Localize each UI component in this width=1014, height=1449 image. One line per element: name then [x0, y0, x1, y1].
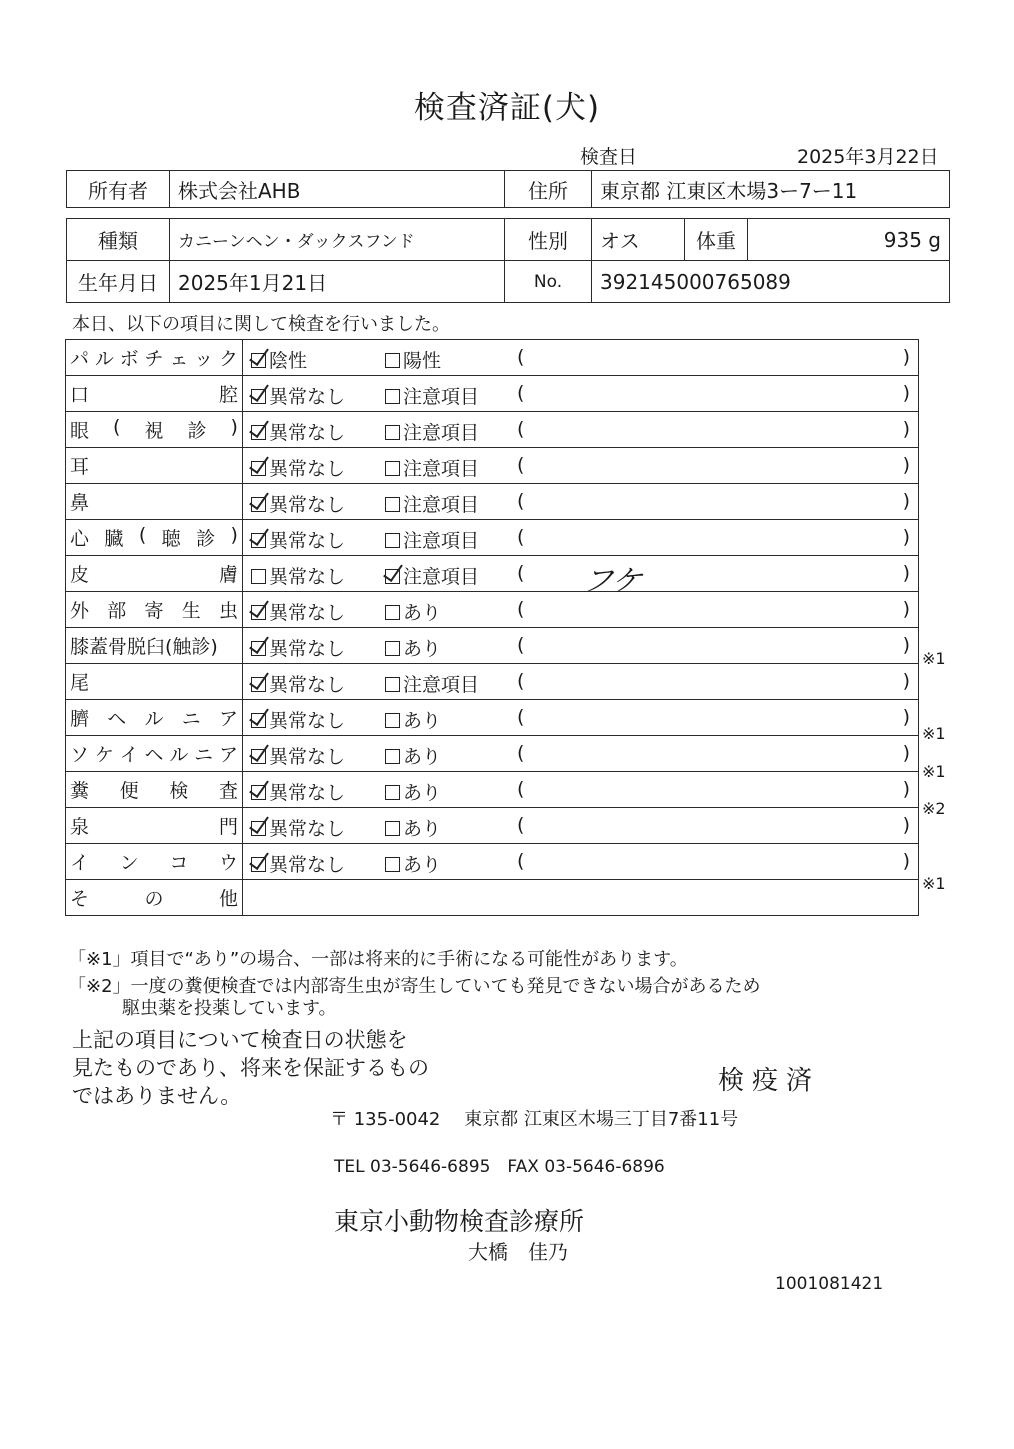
paren-open: ( [517, 382, 525, 404]
paren-open: ( [517, 706, 525, 728]
option-abnormal[interactable] [385, 598, 441, 625]
check-item-label [66, 520, 243, 556]
option-normal[interactable] [251, 454, 345, 481]
paren-close: ) [902, 418, 910, 440]
option-label: 異常なし [269, 710, 346, 732]
disclaimer [72, 1026, 429, 1110]
checked-box-icon[interactable] [385, 569, 400, 584]
option-normal[interactable] [251, 778, 345, 805]
breed-label: 種類 [67, 219, 170, 261]
option-label: 注意項目 [403, 494, 480, 516]
checkbox-icon[interactable] [385, 749, 400, 764]
checked-box-icon[interactable] [251, 425, 266, 440]
checkbox-icon[interactable] [385, 461, 400, 476]
owner-label: 所有者 [67, 171, 170, 208]
option-abnormal[interactable] [385, 526, 479, 553]
owner-value: 株式会社AHB [170, 171, 505, 208]
paren-close: ) [902, 454, 910, 476]
check-item-label-text: 外 部 寄 生 虫 [70, 600, 238, 622]
checked-box-icon[interactable] [251, 857, 266, 872]
check-row [66, 736, 919, 772]
option-label: 異常なし [269, 386, 346, 408]
disclaimer-line-1: 上記の項目について検査日の状態を [72, 1028, 408, 1052]
option-label: 異常なし [269, 530, 346, 552]
check-row [66, 556, 919, 592]
checkbox-icon[interactable] [385, 821, 400, 836]
option-normal[interactable] [251, 634, 345, 661]
checkbox-icon[interactable] [385, 389, 400, 404]
paren-close: ) [902, 634, 910, 656]
option-label: あり [403, 602, 442, 624]
checks-table [65, 339, 919, 916]
check-options [243, 736, 919, 772]
check-options [243, 412, 919, 448]
option-label: あり [403, 818, 442, 840]
check-item-label-text: パ ル ボ チ ェ ッ ク [70, 348, 238, 370]
check-item-label-text: 皮 膚 [70, 564, 238, 586]
option-abnormal[interactable] [385, 778, 441, 805]
disclaimer-line-3: ではありません。 [72, 1084, 242, 1108]
paren-open: ( [517, 526, 525, 548]
option-abnormal[interactable] [385, 346, 441, 373]
check-item-label-text: 心 臓 ( 聴 診 ) [70, 524, 238, 550]
checkbox-icon[interactable] [385, 497, 400, 512]
option-normal[interactable] [251, 850, 345, 877]
check-row [66, 844, 919, 880]
check-options [243, 808, 919, 844]
check-row [66, 664, 919, 700]
check-item-label [66, 448, 243, 484]
check-options [243, 664, 919, 700]
check-item-label [66, 808, 243, 844]
check-item-label [66, 736, 243, 772]
checked-box-icon[interactable] [251, 497, 266, 512]
checkbox-icon[interactable] [385, 353, 400, 368]
paren-open: ( [517, 778, 525, 800]
footnote-ref-mark: ※1 [922, 874, 946, 894]
option-label: 陽性 [403, 350, 442, 372]
paren-close: ) [902, 526, 910, 548]
checked-box-icon[interactable] [251, 533, 266, 548]
option-label: 注意項目 [403, 530, 480, 552]
footnote-ref-mark: ※1 [922, 724, 946, 743]
intro-text: 本日、以下の項目に関して検査を行いました。 [72, 314, 450, 335]
option-normal[interactable] [251, 562, 345, 589]
option-label: 注意項目 [403, 422, 480, 444]
option-label: 異常なし [269, 674, 346, 696]
checked-box-icon[interactable] [251, 389, 266, 404]
check-options [243, 484, 919, 520]
option-label: 異常なし [269, 638, 346, 660]
option-label: 異常なし [269, 458, 346, 480]
checked-box-icon[interactable] [251, 605, 266, 620]
check-item-label-text: 耳 [70, 456, 90, 478]
option-label: 陰性 [269, 350, 308, 372]
footnote-2: 「※2」一度の糞便検査では内部寄生虫が寄生していても発見できない場合があるため [68, 976, 761, 997]
vet-name: 大橋 佳乃 [468, 1240, 568, 1264]
option-label: 異常なし [269, 854, 346, 876]
paren-close: ) [902, 814, 910, 836]
check-item-label [66, 592, 243, 628]
checkbox-icon[interactable] [385, 857, 400, 872]
checked-box-icon[interactable] [251, 713, 266, 728]
check-row [66, 484, 919, 520]
check-row [66, 592, 919, 628]
option-abnormal[interactable] [385, 742, 441, 769]
paren-open: ( [517, 634, 525, 656]
other-field[interactable] [243, 880, 919, 916]
number-label: No. [505, 261, 592, 303]
paren-close: ) [902, 670, 910, 692]
birth-value: 2025年1月21日 [170, 261, 505, 303]
option-abnormal[interactable] [385, 454, 479, 481]
check-row [66, 412, 919, 448]
option-abnormal[interactable] [385, 706, 441, 733]
serial-number: 1001081421 [775, 1274, 884, 1294]
clinic-name: 東京小動物検査診療所 [334, 1207, 585, 1236]
check-row [66, 772, 919, 808]
checked-box-icon[interactable] [251, 749, 266, 764]
check-item-label-text: 尾 [70, 672, 90, 694]
weight-label: 体重 [685, 219, 748, 261]
disclaimer-line-2: 見たものであり、将来を保証するもの [72, 1056, 429, 1080]
address-label: 住所 [505, 171, 592, 208]
checkbox-icon[interactable] [385, 785, 400, 800]
quarantine-stamp: 検疫済 [718, 1066, 821, 1096]
paren-close: ) [902, 490, 910, 512]
paren-open: ( [517, 454, 525, 476]
option-abnormal[interactable] [385, 418, 479, 445]
option-label: 注意項目 [403, 386, 480, 408]
check-options [243, 448, 919, 484]
address-value: 東京都 江東区木場3ー7ー11 [592, 171, 950, 208]
checked-box-icon[interactable] [251, 353, 266, 368]
paren-close: ) [902, 742, 910, 764]
check-row [66, 448, 919, 484]
checkbox-icon[interactable] [385, 641, 400, 656]
check-options [243, 340, 919, 376]
option-label: あり [403, 746, 442, 768]
paren-close: ) [902, 706, 910, 728]
paren-close: ) [902, 850, 910, 872]
option-label: 異常なし [269, 746, 346, 768]
option-normal[interactable] [251, 598, 345, 625]
check-item-label [66, 556, 243, 592]
option-label: あり [403, 854, 442, 876]
check-item-label-text: ソ ケ イ ヘ ル ニ ア [70, 744, 238, 766]
checked-box-icon[interactable] [251, 785, 266, 800]
checkbox-icon[interactable] [385, 605, 400, 620]
option-label: 異常なし [269, 422, 346, 444]
paren-close: ) [902, 598, 910, 620]
option-abnormal[interactable] [385, 490, 479, 517]
checkbox-icon[interactable] [385, 425, 400, 440]
paren-close: ) [902, 778, 910, 800]
option-abnormal[interactable] [385, 670, 479, 697]
checkbox-icon[interactable] [385, 533, 400, 548]
check-options [243, 592, 919, 628]
exam-date-label: 検査日 [580, 146, 638, 168]
checkbox-icon[interactable] [385, 677, 400, 692]
checked-box-icon[interactable] [251, 821, 266, 836]
check-row [66, 700, 919, 736]
option-abnormal[interactable] [385, 814, 441, 841]
number-value: 392145000765089 [592, 261, 950, 303]
check-row [66, 376, 919, 412]
check-row [66, 808, 919, 844]
option-normal[interactable] [251, 382, 345, 409]
check-item-label [66, 412, 243, 448]
option-normal[interactable] [251, 526, 345, 553]
footnote-ref-mark: ※1 [922, 648, 946, 668]
option-label: 注意項目 [403, 566, 480, 588]
option-normal[interactable] [251, 418, 345, 445]
option-abnormal[interactable] [385, 634, 441, 661]
checkbox-icon[interactable] [251, 569, 266, 584]
option-abnormal[interactable] [385, 562, 479, 589]
check-item-label-text: 口 腔 [70, 384, 238, 406]
check-options [243, 628, 919, 664]
paren-open: ( [517, 346, 525, 368]
owner-table [66, 170, 950, 208]
paren-open: ( [517, 598, 525, 620]
checkbox-icon[interactable] [385, 713, 400, 728]
footnote-ref-mark: ※2 [922, 799, 946, 819]
option-label: 異常なし [269, 818, 346, 840]
option-label: 注意項目 [403, 674, 480, 696]
option-normal[interactable] [251, 814, 345, 841]
check-item-label-text: 臍 ヘ ル ニ ア [70, 708, 238, 730]
footnote-2-continued: 駆虫薬を投薬しています。 [122, 998, 337, 1019]
checked-box-icon[interactable] [251, 677, 266, 692]
checked-box-icon[interactable] [251, 461, 266, 476]
option-label: 異常なし [269, 782, 346, 804]
option-normal[interactable] [251, 706, 345, 733]
birth-label: 生年月日 [67, 261, 170, 303]
check-item-label-text: 糞 便 検 査 [70, 780, 238, 802]
paren-open: ( [517, 814, 525, 836]
option-normal[interactable] [251, 346, 307, 373]
check-options [243, 700, 919, 736]
clinic-address: 〒 135-0042 東京都 江東区木場三丁目7番11号 [330, 1109, 739, 1130]
check-item-label-text: 眼 ( 視 診 ) [70, 416, 238, 442]
check-row [66, 340, 919, 376]
footnote-1: 「※1」項目で“あり”の場合、一部は将来的に手術になる可能性があります。 [68, 949, 688, 970]
exam-date: 2025年3月22日 [797, 146, 939, 168]
check-item-label [66, 484, 243, 520]
paren-open: ( [517, 742, 525, 764]
check-item-label [66, 772, 243, 808]
checked-box-icon[interactable] [251, 641, 266, 656]
option-label: 異常なし [269, 494, 346, 516]
check-item-label-text: 膝蓋骨脱臼(触診) [70, 636, 218, 658]
option-label: あり [403, 638, 442, 660]
weight-value: 935 g [748, 219, 950, 261]
check-item-label-text: 泉 門 [70, 816, 238, 838]
option-normal[interactable] [251, 742, 345, 769]
document-title: 検査済証(犬) [413, 90, 601, 126]
check-item-label [66, 700, 243, 736]
check-item-label-text: 鼻 [70, 492, 90, 514]
check-row [66, 628, 919, 664]
paren-open: ( [517, 418, 525, 440]
paren-close: ) [902, 562, 910, 584]
check-options [243, 844, 919, 880]
check-item-label [66, 664, 243, 700]
paren-open: ( [517, 670, 525, 692]
option-label: あり [403, 782, 442, 804]
check-item-label [66, 376, 243, 412]
check-options [243, 376, 919, 412]
clinic-tel-fax: TEL 03-5646-6895 FAX 03-5646-6896 [334, 1157, 665, 1177]
handwritten-note: フケ [580, 564, 645, 599]
paren-open: ( [517, 562, 525, 584]
check-item-label [66, 340, 243, 376]
check-options [243, 772, 919, 808]
option-label: 注意項目 [403, 458, 480, 480]
check-item-label [66, 844, 243, 880]
option-abnormal[interactable] [385, 382, 479, 409]
check-row [66, 520, 919, 556]
check-item-label-text: イ ン コ ウ [70, 852, 238, 874]
option-label: 異常なし [269, 566, 346, 588]
paren-close: ) [902, 382, 910, 404]
option-abnormal[interactable] [385, 850, 441, 877]
check-options [243, 556, 919, 599]
footnote-ref-mark: ※1 [922, 761, 946, 781]
other-label: そ の 他 [70, 888, 238, 910]
paren-close: ) [902, 346, 910, 368]
paren-open: ( [517, 850, 525, 872]
option-normal[interactable] [251, 670, 345, 697]
breed-value: カニーンヘン・ダックスフンド [170, 219, 505, 261]
option-normal[interactable] [251, 490, 345, 517]
animal-table [66, 218, 950, 303]
check-options [243, 520, 919, 556]
option-label: 異常なし [269, 602, 346, 624]
sex-label: 性別 [505, 219, 592, 261]
sex-value: オス [592, 219, 685, 261]
option-label: あり [403, 710, 442, 732]
check-item-label [66, 628, 243, 664]
paren-open: ( [517, 490, 525, 512]
